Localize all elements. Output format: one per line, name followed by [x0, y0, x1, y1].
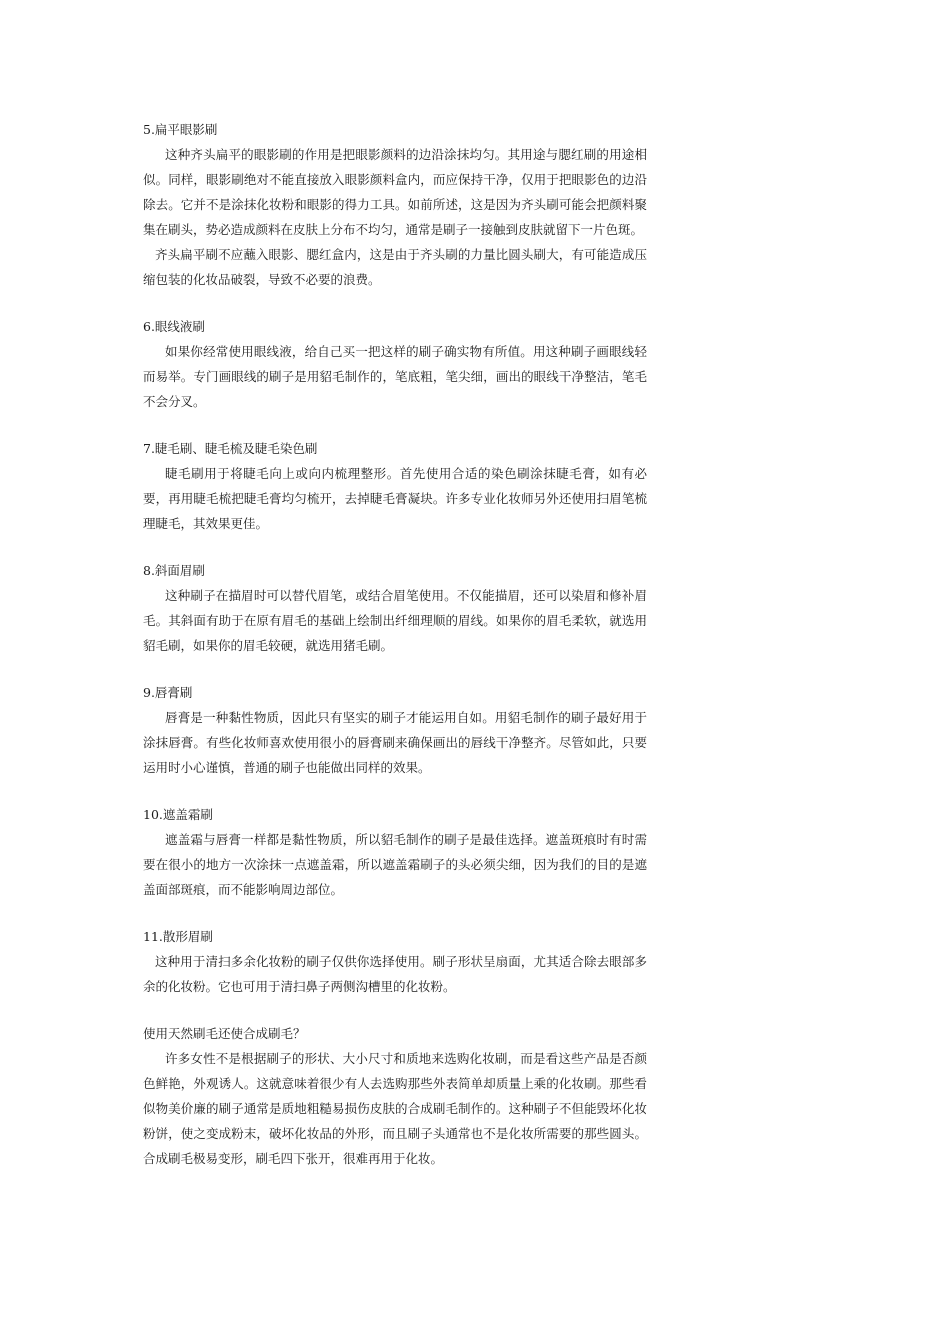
paragraph: 唇膏是一种黏性物质，因此只有坚实的刷子才能运用自如。用貂毛制作的刷子最好用于涂抹唇膏。有些化妆师喜欢使用很小的唇膏刷来确保画出的唇线干净整齐。尽管如此，只要运用时小心谨慎，普通的刷子也能做出同样的效果。	[143, 710, 647, 775]
paragraph: 这种用于清扫多余化妆粉的刷子仅供你选择使用。刷子形状呈扇面，尤其适合除去眼部多余的化妆粉。它也可用于清扫鼻子两侧沟槽里的化妆粉。	[143, 954, 647, 994]
paragraph: 这种齐头扁平的眼影刷的作用是把眼影颜料的边沿涂抹均匀。其用途与腮红刷的用途相似。同样，眼影刷绝对不能直接放入眼影颜料盒内，而应保持干净，仅用于把眼影色的边沿除去。它并不是涂抹化妆粉和眼影的得力工具。如前所述，这是因为齐头刷可能会把颜料聚集在刷头，势必造成颜料在皮肤上分布不均匀，通常是刷子一接触到皮肤就留下一片色斑。	[143, 147, 647, 237]
section-heading: 8.斜面眉刷	[143, 563, 205, 578]
paragraph: 睫毛刷用于将睫毛向上或向内梳理整形。首先使用合适的染色刷涂抹睫毛膏，如有必要，再用睫毛梳把睫毛膏均匀梳开，去掉睫毛膏凝块。许多专业化妆师另外还使用扫眉笔梳理睫毛，其效果更佳。	[143, 466, 647, 531]
paragraph: 遮盖霜与唇膏一样都是黏性物质，所以貂毛制作的刷子是最佳选择。遮盖斑痕时有时需要在很小的地方一次涂抹一点遮盖霜，所以遮盖霜刷子的头必须尖细，因为我们的目的是遮盖面部斑痕，而不能影响周边部位。	[143, 832, 647, 897]
section-concealer-brush	[143, 803, 647, 902]
paragraph: 这种刷子在描眉时可以替代眉笔，或结合眉笔使用。不仅能描眉，还可以染眉和修补眉毛。其斜面有助于在原有眉毛的基础上绘制出纤细理顺的眉线。如果你的眉毛柔软，就选用貂毛刷，如果你的眉毛较硬，就选用猪毛刷。	[143, 588, 647, 653]
section-natural-vs-synthetic	[143, 1022, 647, 1171]
section-heading: 7.睫毛刷、睫毛梳及睫毛染色刷	[143, 441, 318, 456]
section-angled-brow-brush	[143, 559, 647, 658]
paragraph: 如果你经常使用眼线液，给自己买一把这样的刷子确实物有所值。用这种刷子画眼线轻而易举。专门画眼线的刷子是用貂毛制作的，笔底粗，笔尖细，画出的眼线干净整洁，笔毛不会分叉。	[143, 344, 647, 409]
section-lip-brush	[143, 681, 647, 780]
section-lash-brush	[143, 437, 647, 536]
section-flat-eyeshadow-brush	[143, 118, 647, 292]
section-heading: 10.遮盖霜刷	[143, 807, 213, 822]
section-eyeliner-brush	[143, 315, 647, 414]
section-heading: 使用天然刷毛还使合成刷毛？	[143, 1026, 306, 1041]
document-page	[143, 118, 647, 1194]
section-heading: 9.唇膏刷	[143, 685, 193, 700]
paragraph: 齐头扁平刷不应蘸入眼影、腮红盒内，这是由于齐头刷的力量比圆头刷大，有可能造成压缩包装的化妆品破裂，导致不必要的浪费。	[143, 247, 647, 287]
section-heading: 5.扁平眼影刷	[143, 122, 218, 137]
paragraph: 许多女性不是根据刷子的形状、大小尺寸和质地来选购化妆刷，而是看这些产品是否颜色鲜艳，外观诱人。这就意味着很少有人去选购那些外表简单却质量上乘的化妆刷。那些看似物美价廉的刷子通常是质地粗糙易损伤皮肤的合成刷毛制作的。这种刷子不但能毁坏化妆粉饼，使之变成粉末，破坏化妆品的外形，而且刷子头通常也不是化妆所需要的那些圆头。合成刷毛极易变形，刷毛四下张开，很难再用于化妆。	[143, 1051, 647, 1166]
section-fan-brush	[143, 925, 647, 999]
section-heading: 11.散形眉刷	[143, 929, 213, 944]
section-heading: 6.眼线液刷	[143, 319, 205, 334]
